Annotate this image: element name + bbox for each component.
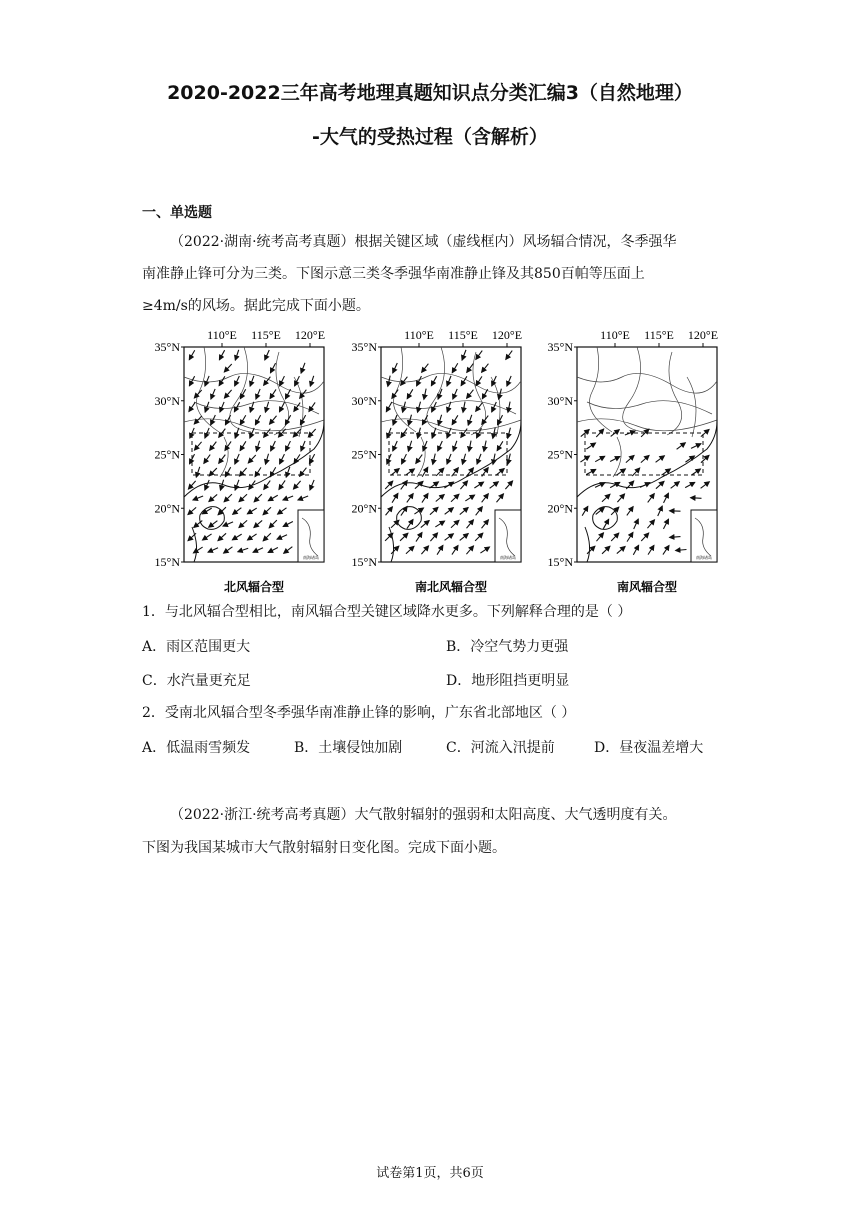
lat-label: 25°N <box>154 447 180 462</box>
intro1-line1: （2022·湖南·统考高考真题）根据关键区域（虚线框内）风场辐合情况，冬季强华 <box>170 234 677 250</box>
lat-label: 35°N <box>547 340 573 354</box>
question-2-stem: 2．受南北风辐合型冬季强华南准静止锋的影响，广东省北部地区（ ） <box>142 705 576 721</box>
intro1-line3: ≥4m/s的风场。据此完成下面小题。 <box>142 298 370 314</box>
hainan-island <box>200 507 225 530</box>
lat-label: 30°N <box>154 393 180 408</box>
document-title-line1: 2020-2022三年高考地理真题知识点分类汇编3（自然地理） <box>167 82 693 104</box>
inset-label: 南海诸岛 <box>696 555 712 560</box>
section-heading: 一、单选题 <box>142 205 212 221</box>
q1-option-d[interactable]: D．地形阻挡更明显 <box>446 673 570 689</box>
lon-label: 110°E <box>404 328 434 342</box>
lon-label: 115°E <box>448 328 478 342</box>
intro2-line1: （2022·浙江·统考高考真题）大气散射辐射的强弱和太阳高度、大气透明度有关。 <box>170 807 677 823</box>
lon-label: 120°E <box>687 328 719 342</box>
lon-label: 115°E <box>251 328 281 342</box>
q2-option-b[interactable]: B．土壤侵蚀加剧 <box>294 740 403 756</box>
lat-label: 35°N <box>351 340 377 354</box>
question-1-stem: 1．与北风辐合型相比，南风辐合型关键区域降水更多。下列解释合理的是（ ） <box>142 604 632 620</box>
lat-label: 15°N <box>547 555 573 569</box>
lat-label: 25°N <box>351 447 377 462</box>
lon-label: 120°E <box>294 328 326 342</box>
q2-option-a[interactable]: A．低温雨雪频发 <box>142 740 251 756</box>
lat-label: 20°N <box>547 501 573 516</box>
intro1-line2: 南准静止锋可分为三类。下图示意三类冬季强华南准静止锋及其850百帕等压面上 <box>142 266 645 282</box>
map-caption: 南风辐合型 <box>616 580 678 594</box>
q1-option-a[interactable]: A．雨区范围更大 <box>142 639 251 655</box>
lat-label: 25°N <box>547 447 573 462</box>
page-footer: 试卷第1页，共6页 <box>376 1166 484 1181</box>
wind-arrow <box>691 498 702 499</box>
lat-label: 15°N <box>351 555 377 569</box>
lat-label: 30°N <box>547 393 573 408</box>
lat-label: 20°N <box>154 501 180 516</box>
wind-map-2 <box>352 328 523 594</box>
lon-label: 115°E <box>644 328 674 342</box>
map-caption: 北风辐合型 <box>223 580 285 594</box>
lon-label: 120°E <box>491 328 523 342</box>
inset-label: 南海诸岛 <box>500 555 516 560</box>
lat-label: 15°N <box>154 555 180 569</box>
q2-option-c[interactable]: C．河流入汛提前 <box>446 740 555 756</box>
lon-label: 110°E <box>600 328 630 342</box>
wind-map-3 <box>548 328 719 594</box>
q2-option-d[interactable]: D．昼夜温差增大 <box>594 740 704 756</box>
wind-field-figure <box>142 327 752 599</box>
map-caption: 南北风辐合型 <box>414 580 488 594</box>
q1-option-c[interactable]: C．水汽量更充足 <box>142 673 251 689</box>
lat-label: 35°N <box>154 340 180 354</box>
q1-option-b[interactable]: B．冷空气势力更强 <box>446 639 569 655</box>
intro2-line2: 下图为我国某城市大气散射辐射日变化图。完成下面小题。 <box>142 840 506 856</box>
wind-map-1 <box>155 328 326 594</box>
lat-label: 30°N <box>351 393 377 408</box>
lat-label: 20°N <box>351 501 377 516</box>
inset-label: 南海诸岛 <box>303 555 319 560</box>
lon-label: 110°E <box>207 328 237 342</box>
document-title-line2: -大气的受热过程（含解析） <box>312 126 548 148</box>
